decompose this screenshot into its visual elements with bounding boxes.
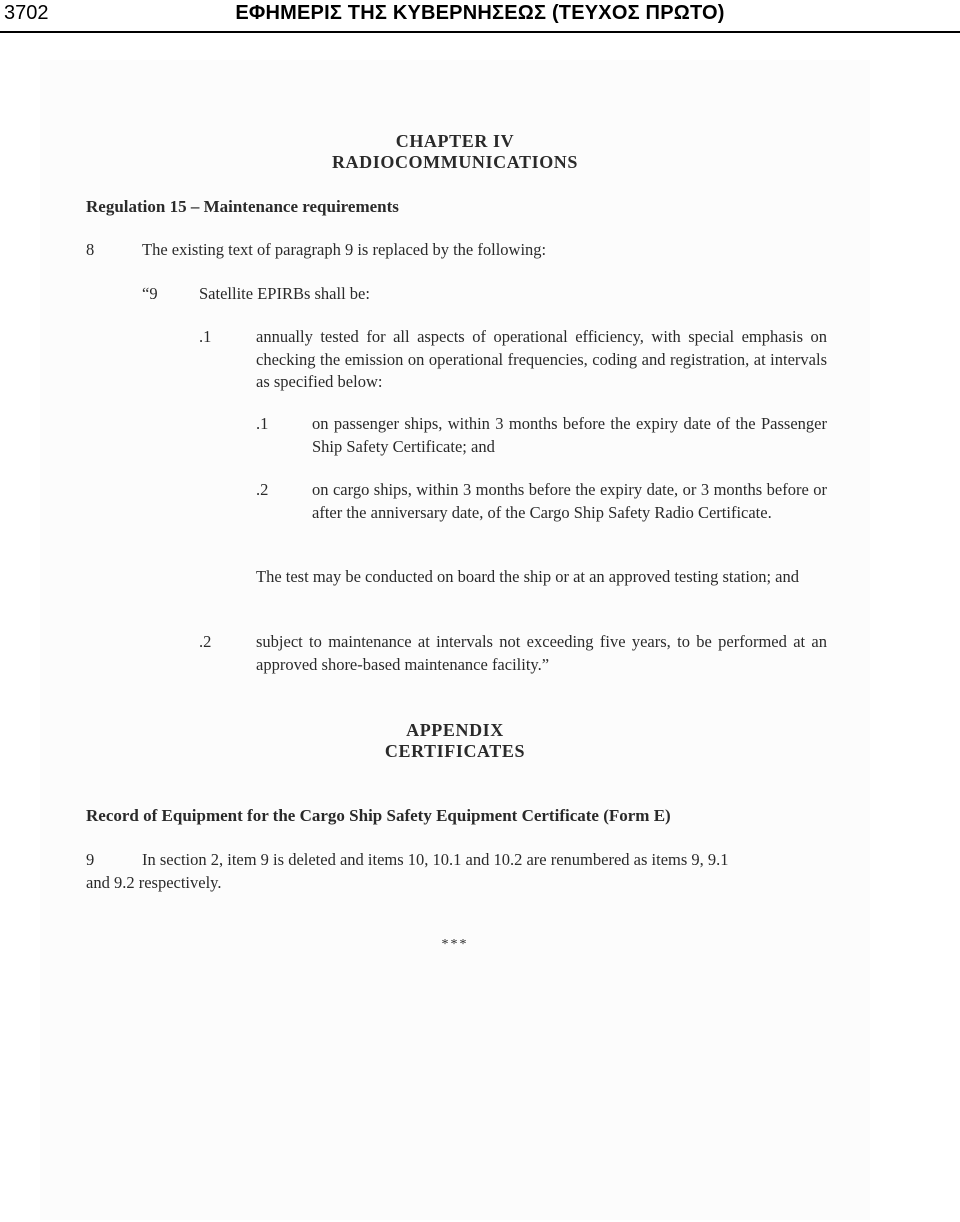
item-text: The existing text of paragraph 9 is replaced by the following: bbox=[142, 240, 547, 259]
subsub-2-text: on cargo ships, within 3 months before the expiry date, or 3 months before or after the anniversary date, of the Cargo Ship Safety Radio Certificate. bbox=[312, 480, 827, 522]
record-heading: Record of Equipment for the Cargo Ship Safety Equipment Certificate (Form E) bbox=[86, 806, 671, 825]
subsub-2-number: .2 bbox=[256, 480, 269, 499]
appendix-item-number: 9 bbox=[86, 850, 95, 869]
appendix-title: APPENDIX bbox=[406, 720, 504, 740]
chapter-title: RADIOCOMMUNICATIONS bbox=[331, 152, 579, 172]
gazette-title: ΕΦΗΜΕΡΙΣ ΤΗΣ ΚΥΒΕΡΝΗΣΕΩΣ (ΤΕΥΧΟΣ ΠΡΩΤΟ) bbox=[235, 2, 725, 24]
quoted-paragraph-text: Satellite EPIRBs shall be: bbox=[199, 284, 370, 303]
quoted-paragraph-number: “9 bbox=[142, 284, 158, 303]
subsub-1-number: .1 bbox=[256, 414, 269, 433]
appendix-subtitle: CERTIFICATES bbox=[384, 741, 526, 761]
chapter-number: CHAPTER IV bbox=[395, 131, 515, 151]
page-number: 3702 bbox=[4, 2, 49, 24]
testing-note: The test may be conducted on board the ship or at an approved testing station; and bbox=[256, 567, 799, 586]
regulation-heading: Regulation 15 – Maintenance requirements bbox=[86, 197, 399, 216]
appendix-item-text-line1: In section 2, item 9 is deleted and items 10, 10.1 and 10.2 are renumbered as items 9, 9.1 bbox=[142, 850, 729, 869]
gazette-header bbox=[0, 0, 960, 33]
subparagraph-1-number: .1 bbox=[199, 327, 212, 346]
scanned-document bbox=[40, 60, 870, 1220]
subparagraph-1-text: annually tested for all aspects of operational efficiency, with special emphasis on checking the emission on operational frequencies, coding and registration, at intervals as specified below: bbox=[256, 327, 827, 391]
subparagraph-2-number: .2 bbox=[199, 632, 212, 651]
appendix-item-text-line2: and 9.2 respectively. bbox=[86, 873, 222, 892]
subparagraph-2-text: subject to maintenance at intervals not exceeding five years, to be performed at an approved shore-based maintenance facility.” bbox=[256, 632, 827, 674]
item-number: 8 bbox=[86, 240, 95, 259]
end-mark: *** bbox=[441, 937, 469, 952]
subsub-1-text: on passenger ships, within 3 months before the expiry date of the Passenger Ship Safety Certificate; and bbox=[312, 414, 827, 456]
